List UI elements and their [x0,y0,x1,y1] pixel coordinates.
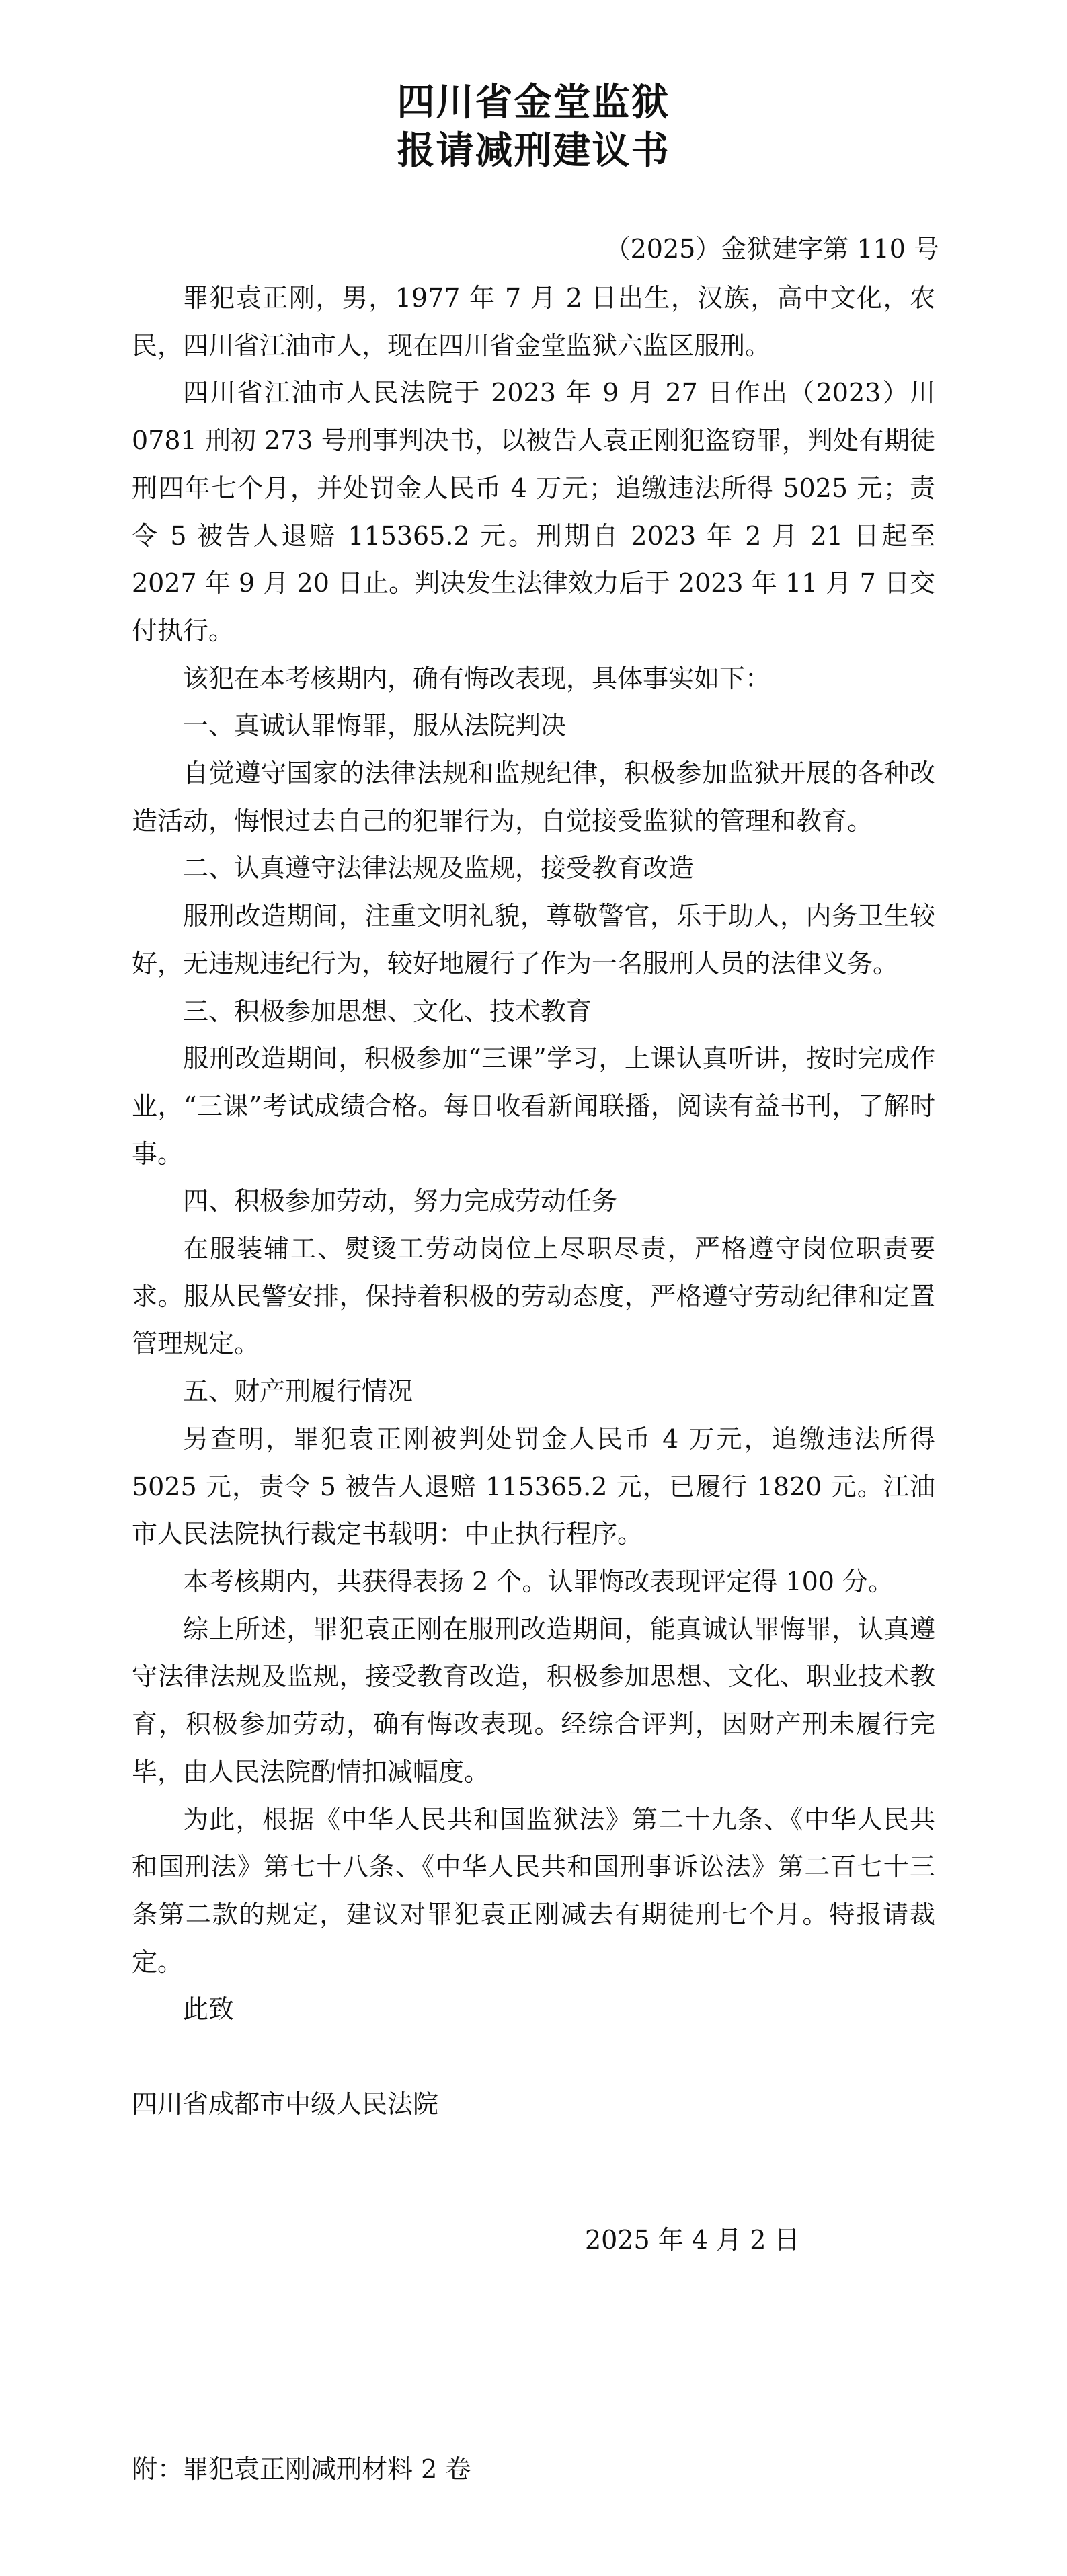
section-heading-1: 一、真诚认罪悔罪，服从法院判决 [183,711,567,741]
section-body-1: 自觉遵守国家的法律法规和监规纪律，积极参加监狱开展的各种改造活动，悔恨过去自己的犯罪行为，自觉接受监狱的管理和教育。 [132,758,935,836]
paragraph-intro: 该犯在本考核期内，确有悔改表现，具体事实如下： [183,663,771,693]
attachment-note: 附：罪犯袁正刚减刑材料 2 卷 [132,2454,471,2484]
section-heading-2: 二、认真遵守法律法规及监规，接受教育改造 [183,853,695,884]
section-heading-4: 四、积极参加劳动，努力完成劳动任务 [183,1186,618,1216]
paragraph-salutation: 此致 [183,1994,235,2025]
section-body-4: 在服装辅工、熨烫工劳动岗位上尽职尽责，严格遵守岗位职责要求。服从民警安排，保持着积极的劳动态度，严格遵守劳动纪律和定置管理规定。 [132,1234,935,1359]
paragraph-recommendation: 为此，根据《中华人民共和国监狱法》第二十九条、《中华人民共和国刑法》第七十八条、《中华人民共和国刑事诉讼法》第二百七十三条第二款的规定，建议对罪犯袁正刚减去有期徒刑七个月。特报请裁定。 [132,1804,935,1977]
document-title: 报请减刑建议书 [397,129,670,173]
paragraph-judgment: 四川省江油市人民法院于 2023 年 9 月 27 日作出（2023）川 0781 刑初 273 号刑事判决书，以被告人袁正刚犯盗窃罪，判处有期徒刑四年七个月，并处罚金人民币 4 万元；追缴违法所得 5025 元；责令 5 被告人退赔 115365.2 元。刑期自 2023 年 2 月 21 日起至 2027 年 9 月 20 日止。判决发生法律效力后于 2023 年 11 月 7 日交付执行。 [132,378,935,646]
section-body-5: 另查明，罪犯袁正刚被判处罚金人民币 4 万元，追缴违法所得 5025 元，责令 5 被告人退赔 115365.2 元，已履行 1820 元。江油市人民法院执行裁定书载明：中止执行程序。 [132,1423,935,1549]
paragraph-assessment: 本考核期内，共获得表扬 2 个。认罪悔改表现评定得 100 分。 [183,1566,894,1596]
document-body [132,274,935,2033]
section-heading-3: 三、积极参加思想、文化、技术教育 [183,996,592,1026]
paragraph-summary: 综上所述，罪犯袁正刚在服刑改造期间，能真诚认罪悔罪，认真遵守法律法规及监规，接受教育改造，积极参加思想、文化、职业技术教育，积极参加劳动，确有悔改表现。经综合评判，因财产刑未履行完毕，由人民法院酌情扣减幅度。 [132,1614,935,1787]
paragraph-prisoner-info: 罪犯袁正刚，男，1977 年 7 月 2 日出生，汉族，高中文化，农民，四川省江油市人，现在四川省金堂监狱六监区服刑。 [132,283,935,360]
document-number: （2025）金狱建字第 110 号 [604,234,939,264]
section-body-2: 服刑改造期间，注重文明礼貌，尊敬警官，乐于助人，内务卫生较好，无违规违纪行为，较好地履行了作为一名服刑人员的法律义务。 [132,901,935,978]
document-title-org: 四川省金堂监狱 [397,81,670,124]
section-body-3: 服刑改造期间，积极参加“三课”学习，上课认真听讲，按时完成作业，“三课”考试成绩合格。每日收看新闻联播，阅读有益书刊，了解时事。 [132,1044,935,1169]
recipient-court: 四川省成都市中级人民法院 [132,2089,439,2119]
document-date: 2025 年 4 月 2 日 [585,2225,800,2255]
section-heading-5: 五、财产刑履行情况 [183,1376,413,1407]
